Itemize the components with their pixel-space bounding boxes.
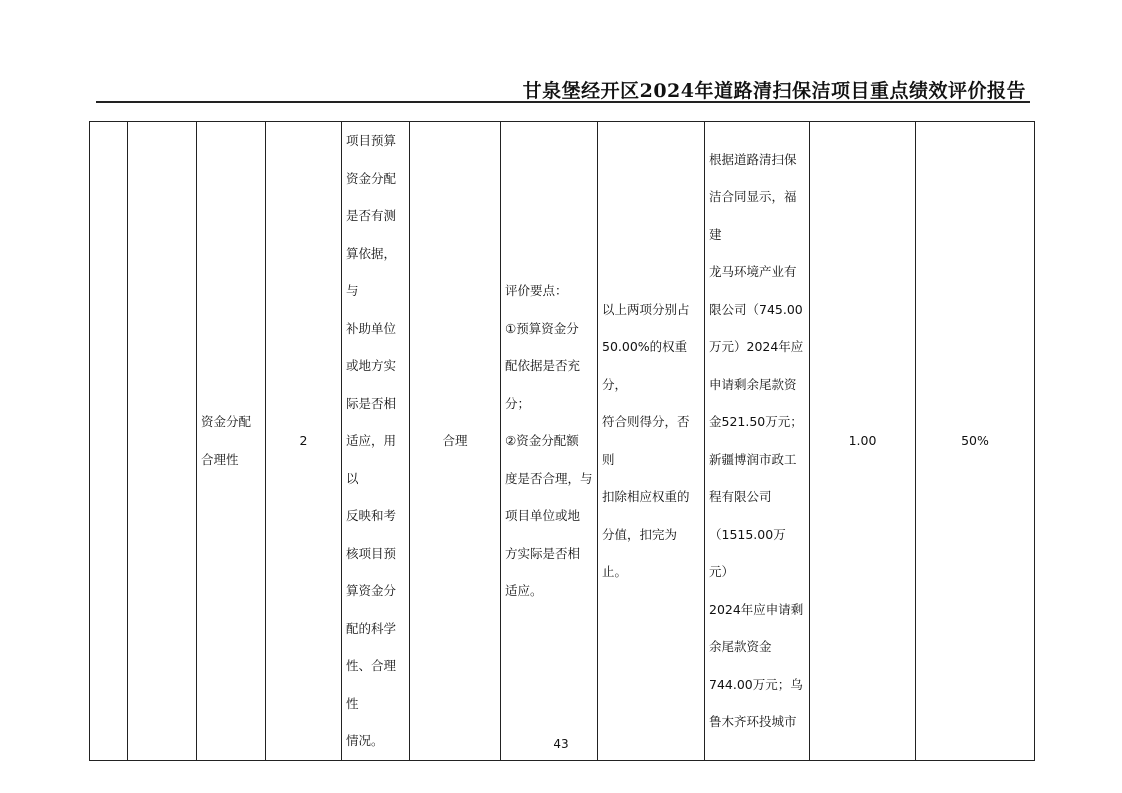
header-divider (96, 101, 1030, 103)
scoring-rule-cell: 以上两项分别占 50.00%的权重分， 符合则得分，否则 扣除相应权重的 分值，扣完为止。 (598, 122, 705, 761)
score-cell: 1.00 (810, 122, 916, 761)
second-level-indicator-cell (128, 122, 197, 761)
report-title: 甘泉堡经开区2024年道路清扫保洁项目重点绩效评价报告 (522, 80, 1026, 102)
table-row (90, 122, 1035, 761)
indicator-description-cell: 项目预算 资金分配 是否有测 算依据，与 补助单位 或地方实 际是否相 适应，用以 反映和考 核项目预 算资金分 配的科学 性、合理性 情况。 (342, 122, 410, 761)
first-level-indicator-cell (90, 122, 128, 761)
evaluation-criteria-cell: 评价要点： ①预算资金分 配依据是否充 分； ②资金分配额 度是否合理，与 项目单位或地 方实际是否相 适应。 (501, 122, 598, 761)
score-rate-cell: 50% (916, 122, 1035, 761)
weight-cell: 2 (266, 122, 342, 761)
evidence-cell: 根据道路清扫保 洁合同显示，福建 龙马环境产业有 限公司（745.00 万元）2024年应 申请剩余尾款资 金521.50万元； 新疆博润市政工 程有限公司 （1515.00万元） 2024年应申请剩 余尾款资金 744.00万元；乌 鲁木齐环投城市 (705, 122, 810, 761)
evaluation-table (89, 121, 1035, 761)
standard-cell: 合理 (410, 122, 501, 761)
page-number: 43 (553, 737, 569, 751)
indicator-name-cell: 资金分配 合理性 (197, 122, 266, 761)
